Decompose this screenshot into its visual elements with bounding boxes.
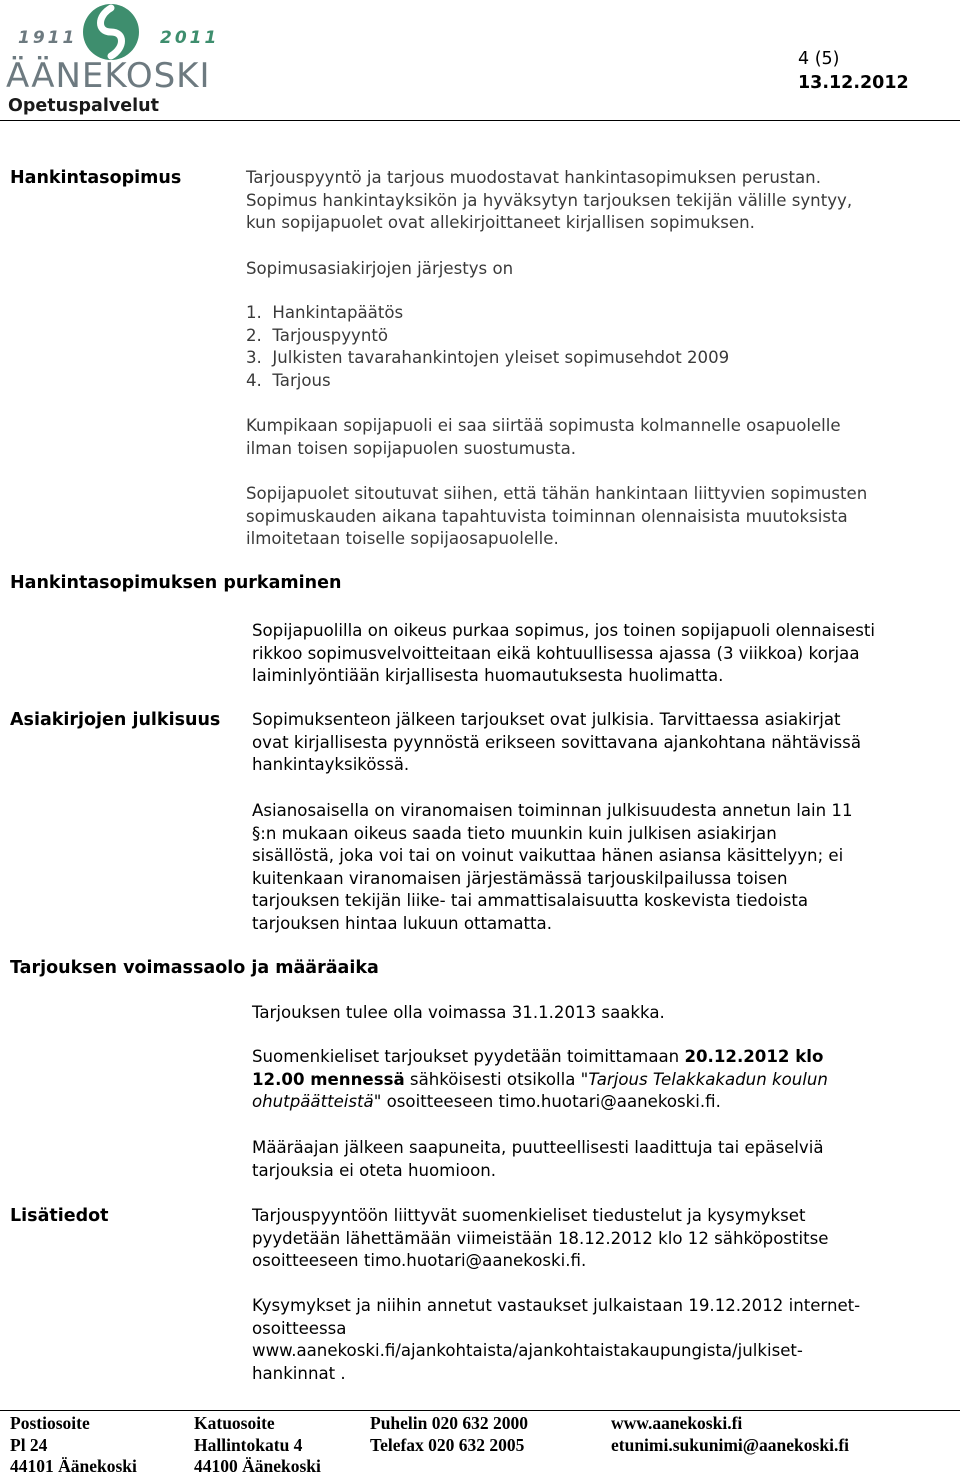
- text-line: Kysymykset ja niihin annetut vastaukset julkaistaan 19.12.2012 internet-: [252, 1296, 861, 1315]
- text-span: osoitteeseen timo.huotari@aanekoski.fi.: [381, 1092, 721, 1112]
- list-item: 4. Tarjous: [246, 370, 331, 390]
- department-title: Opetuspalvelut: [8, 96, 159, 116]
- text-line: pyydetään lähettämään viimeistään 18.12.2012 klo 12 sähköpostitse: [252, 1228, 829, 1248]
- footer-website: www.aanekoski.fi: [611, 1413, 743, 1433]
- text-span: Suomenkieliset tarjoukset pyydetään toimittamaan: [252, 1047, 685, 1066]
- text-line: sisällöstä, joka voi tai on voinut vaikuttaa hänen asiansa käsittelyyn; ei: [252, 846, 844, 866]
- footer-value: 44100 Äänekoski: [194, 1456, 321, 1476]
- text-line: tarjouksen hintaa lukuun ottamatta.: [252, 913, 552, 933]
- section-heading-julkisuus: Asiakirjojen julkisuus: [10, 710, 221, 730]
- footer-value: Hallintokatu 4: [194, 1434, 303, 1455]
- document-date: 13.12.2012: [798, 73, 909, 93]
- footer-email: etunimi.sukunimi@aanekoski.fi: [611, 1434, 850, 1455]
- text-line: hankintayksikössä.: [252, 755, 410, 775]
- text-line: www.aanekoski.fi/ajankohtaista/ajankohtaistakaupungista/julkiset-: [252, 1341, 803, 1361]
- paragraph: [246, 167, 852, 235]
- deadline-date: 20.12.2012 klo: [684, 1047, 824, 1066]
- paragraph: [252, 709, 861, 777]
- text-line: ovat kirjallisesta pyynnöstä erikseen sovittavana ajankohtana nähtävissä: [252, 732, 861, 752]
- text-line: [252, 1091, 828, 1114]
- email-subject: ohutpäätteistä": [252, 1092, 382, 1112]
- section-heading-hankintasopimus: Hankintasopimus: [10, 168, 182, 188]
- text-line: ilmoitetaan toiselle sopijaosapuolelle.: [246, 529, 559, 549]
- text-line: §:n mukaan oikeus saada tieto muunkin kuin julkisen asiakirjan: [252, 823, 777, 843]
- footer-postal-address: [10, 1413, 137, 1478]
- logo-year-start: 1911: [18, 28, 78, 48]
- text-line: [252, 1046, 828, 1069]
- validity-text: Tarjouksen tulee olla voimassa 31.1.2013 saakka.: [252, 1003, 665, 1022]
- text-line: Tarjouspyyntö ja tarjous muodostavat hankintasopimuksen perustan.: [246, 168, 821, 187]
- text-line: Asianosaisella on viranomaisen toiminnan julkisuudesta annetun lain 11: [252, 801, 853, 820]
- list-item: 2. Tarjouspyyntö: [246, 325, 389, 345]
- text-line: kuitenkaan viranomaisen järjestämässä tarjouskilpailussa toisen: [252, 868, 788, 888]
- footer-web: [611, 1413, 849, 1456]
- text-line: ilman toisen sopijapuolen suostumusta.: [246, 438, 577, 458]
- footer-street-address: [194, 1413, 321, 1478]
- text-line: [252, 1069, 828, 1092]
- email-subject: Tarjous Telakkakadun koulun: [588, 1069, 828, 1089]
- text-line: Määräajan jälkeen saapuneita, puutteellisesti laadittuja tai epäselviä: [252, 1138, 824, 1157]
- text-line: Tarjouspyyntöön liittyvät suomenkieliset tiedustelut ja kysymykset: [252, 1206, 806, 1225]
- paragraph: [252, 1046, 828, 1114]
- footer-value: 44101 Äänekoski: [10, 1456, 137, 1476]
- footer-label: Postiosoite: [10, 1413, 90, 1433]
- paragraph: [246, 483, 867, 551]
- order-intro: Sopimusasiakirjojen järjestys on: [246, 259, 514, 278]
- section-heading-purkaminen: Hankintasopimuksen purkaminen: [10, 573, 342, 593]
- paragraph: [252, 1295, 860, 1385]
- paragraph: [252, 1137, 824, 1182]
- text-line: Kumpikaan sopijapuoli ei saa siirtää sopimusta kolmannelle osapuolelle: [246, 416, 841, 435]
- logo: [6, 2, 221, 102]
- footer-label: Katuosoite: [194, 1413, 275, 1433]
- text-span: sähköisesti otsikolla ": [404, 1069, 589, 1089]
- footer-value: Puhelin 020 632 2000: [370, 1413, 529, 1433]
- deadline-time: 12.00 mennessä: [252, 1069, 405, 1089]
- text-line: Sopimus hankintayksikön ja hyväksytyn tarjouksen tekijän välille syntyy,: [246, 190, 853, 210]
- text-line: hankinnat .: [252, 1363, 346, 1383]
- text-line: sopimuskauden aikana tapahtuvista toiminnan olennaisista muutoksista: [246, 506, 848, 526]
- text-line: tarjouksia ei oteta huomioon.: [252, 1160, 497, 1180]
- header-rule: [0, 120, 960, 121]
- paragraph: [252, 1205, 828, 1273]
- paragraph: [252, 800, 853, 936]
- section-heading-voimassaolo: Tarjouksen voimassaolo ja määräaika: [10, 958, 379, 978]
- text-line: Sopijapuolilla on oikeus purkaa sopimus, jos toinen sopijapuoli olennaisesti: [252, 621, 875, 640]
- text-line: tarjouksen tekijän liike- tai ammattisalaisuutta koskevista tiedoista: [252, 891, 809, 911]
- text-line: osoitteeseen timo.huotari@aanekoski.fi.: [252, 1251, 587, 1271]
- text-line: Sopijapuolet sitoutuvat siihen, että tähän hankintaan liittyvien sopimusten: [246, 484, 868, 503]
- list-item: 3. Julkisten tavarahankintojen yleiset sopimusehdot 2009: [246, 348, 730, 368]
- text-line: kun sopijapuolet ovat allekirjoittaneet kirjallisen sopimuksen.: [246, 213, 755, 233]
- paragraph: [246, 415, 841, 460]
- footer-value: Telefax 020 632 2005: [370, 1434, 525, 1455]
- logo-wordmark: ÄÄNEKOSKI: [6, 56, 211, 96]
- text-line: rikkoo sopimusvelvoitteitaan eikä kohtuullisessa ajassa (3 viikkoa) korjaa: [252, 643, 860, 663]
- logo-year-end: 2011: [160, 28, 220, 48]
- aanekoski-emblem-icon: [81, 2, 141, 62]
- order-list: [246, 302, 729, 392]
- footer-phone: [370, 1413, 528, 1456]
- text-line: Sopimuksenteon jälkeen tarjoukset ovat julkisia. Tarvittaessa asiakirjat: [252, 710, 841, 729]
- list-item: 1. Hankintapäätös: [246, 303, 404, 322]
- footer-value: Pl 24: [10, 1434, 48, 1455]
- page-number: 4 (5): [798, 49, 840, 69]
- text-line: osoitteessa: [252, 1318, 347, 1338]
- text-line: laiminlyöntiään kirjallisesta huomautuksesta huolimatta.: [252, 666, 724, 686]
- footer-rule: [0, 1410, 960, 1411]
- paragraph: [252, 620, 875, 688]
- section-heading-lisatiedot: Lisätiedot: [10, 1206, 109, 1226]
